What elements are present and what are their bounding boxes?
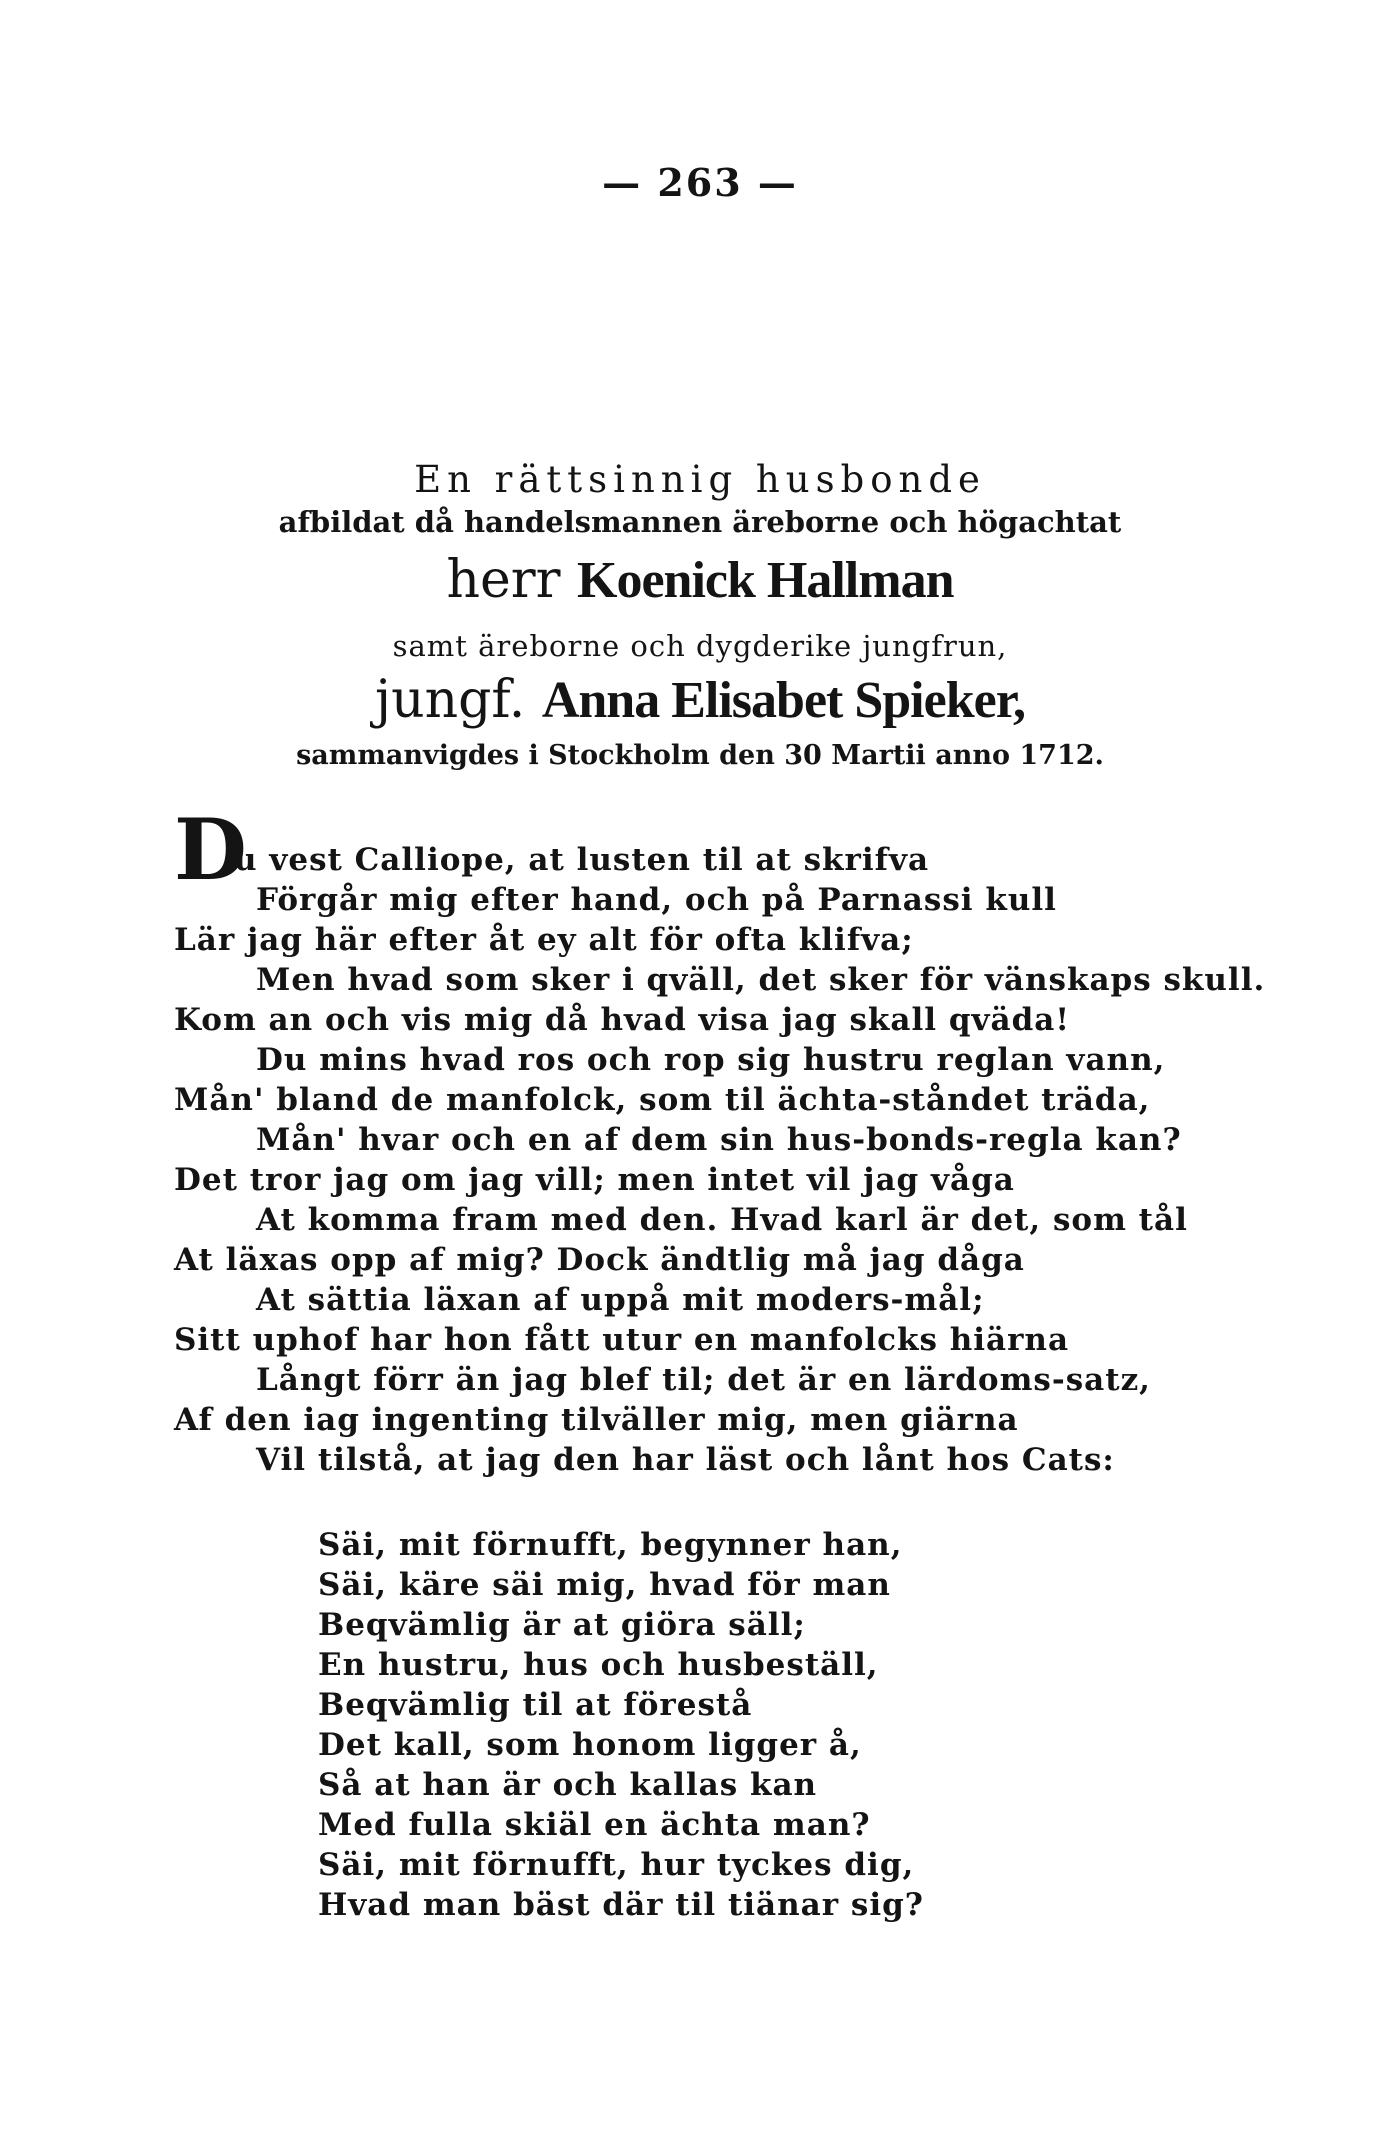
stanza-line-1: Säi, mit förnufft, begynner han, [318, 1527, 903, 1563]
poem-line-4: Men hvad som sker i qväll, det sker för vänskaps skull. [256, 962, 1266, 998]
heading-subtitle: afbildat då handelsmannen äreborne och högachtat [278, 505, 1122, 539]
groom-name-line [0, 550, 1400, 610]
stanza-line-2: Säi, käre säi mig, hvad för man [318, 1567, 891, 1603]
heading-title: En rättsinnig husbonde [414, 458, 986, 501]
stanza-line-10: Hvad man bäst där til tiänar sig? [318, 1887, 924, 1923]
poem-line-1: u vest Calliope, at lusten til at skrifva [234, 842, 930, 878]
poem-line-9: Det tror jag om jag vill; men intet vil jag våga [174, 1162, 1015, 1198]
poem-line-15: Af den iag ingenting tilväller mig, men giärna [174, 1402, 1019, 1438]
stanza-line-8: Med fulla skiäl en ächta man? [318, 1807, 871, 1843]
stanza-line-5: Beqvämlig til at förestå [318, 1687, 753, 1723]
groom-name: Koenick Hallman [577, 552, 954, 609]
poem-line-13: Sitt uphof har hon fått utur en manfolcks hiärna [174, 1322, 1070, 1358]
stanza-line-4: En hustru, hus och husbeställ, [318, 1647, 879, 1683]
poem-line-14: Långt förr än jag blef til; det är en lärdoms-satz, [256, 1362, 1151, 1398]
bride-name-line [0, 670, 1400, 730]
stanza-line-7: Så at han är och kallas kan [318, 1767, 818, 1803]
heading-bride-intro: samt äreborne och dygderike jungfrun, [392, 629, 1008, 663]
stanza-line-3: Beqvämlig är at giöra säll; [318, 1607, 806, 1643]
poem-line-2: Förgår mig efter hand, och på Parnassi kull [256, 882, 1057, 918]
poem-line-16: Vil tilstå, at jag den har läst och lånt hos Cats: [256, 1442, 1115, 1478]
poem-line-6: Du mins hvad ros och rop sig hustru reglan vann, [256, 1042, 1166, 1078]
stanza-line-9: Säi, mit förnufft, hur tyckes dig, [318, 1847, 915, 1883]
bride-prefix: jungf. [374, 670, 526, 730]
poem-line-11: At läxas opp af mig? Dock ändtlig må jag dåga [174, 1242, 1025, 1278]
poem-line-5: Kom an och vis mig då hvad visa jag skall qväda! [174, 1002, 1070, 1038]
poem-line-7: Mån' bland de manfolck, som til ächta-ståndet träda, [174, 1082, 1151, 1118]
heading-date-line: sammanvigdes i Stockholm den 30 Martii anno 1712. [296, 740, 1104, 771]
poem-line-10: At komma fram med den. Hvad karl är det, som tål [256, 1202, 1188, 1238]
groom-prefix: herr [446, 550, 561, 610]
poem-line-8: Mån' hvar och en af dem sin hus-bonds-regla kan? [256, 1122, 1182, 1158]
poem-line-12: At sättia läxan af uppå mit moders-mål; [256, 1282, 985, 1318]
drop-cap: D [174, 800, 248, 899]
bride-name: Anna Elisabet Spieker, [541, 672, 1026, 729]
page-number: — 263 — [602, 160, 798, 205]
stanza-line-6: Det kall, som honom ligger å, [318, 1727, 862, 1763]
poem-line-3: Lär jag här efter åt ey alt för ofta klifva; [174, 922, 914, 958]
